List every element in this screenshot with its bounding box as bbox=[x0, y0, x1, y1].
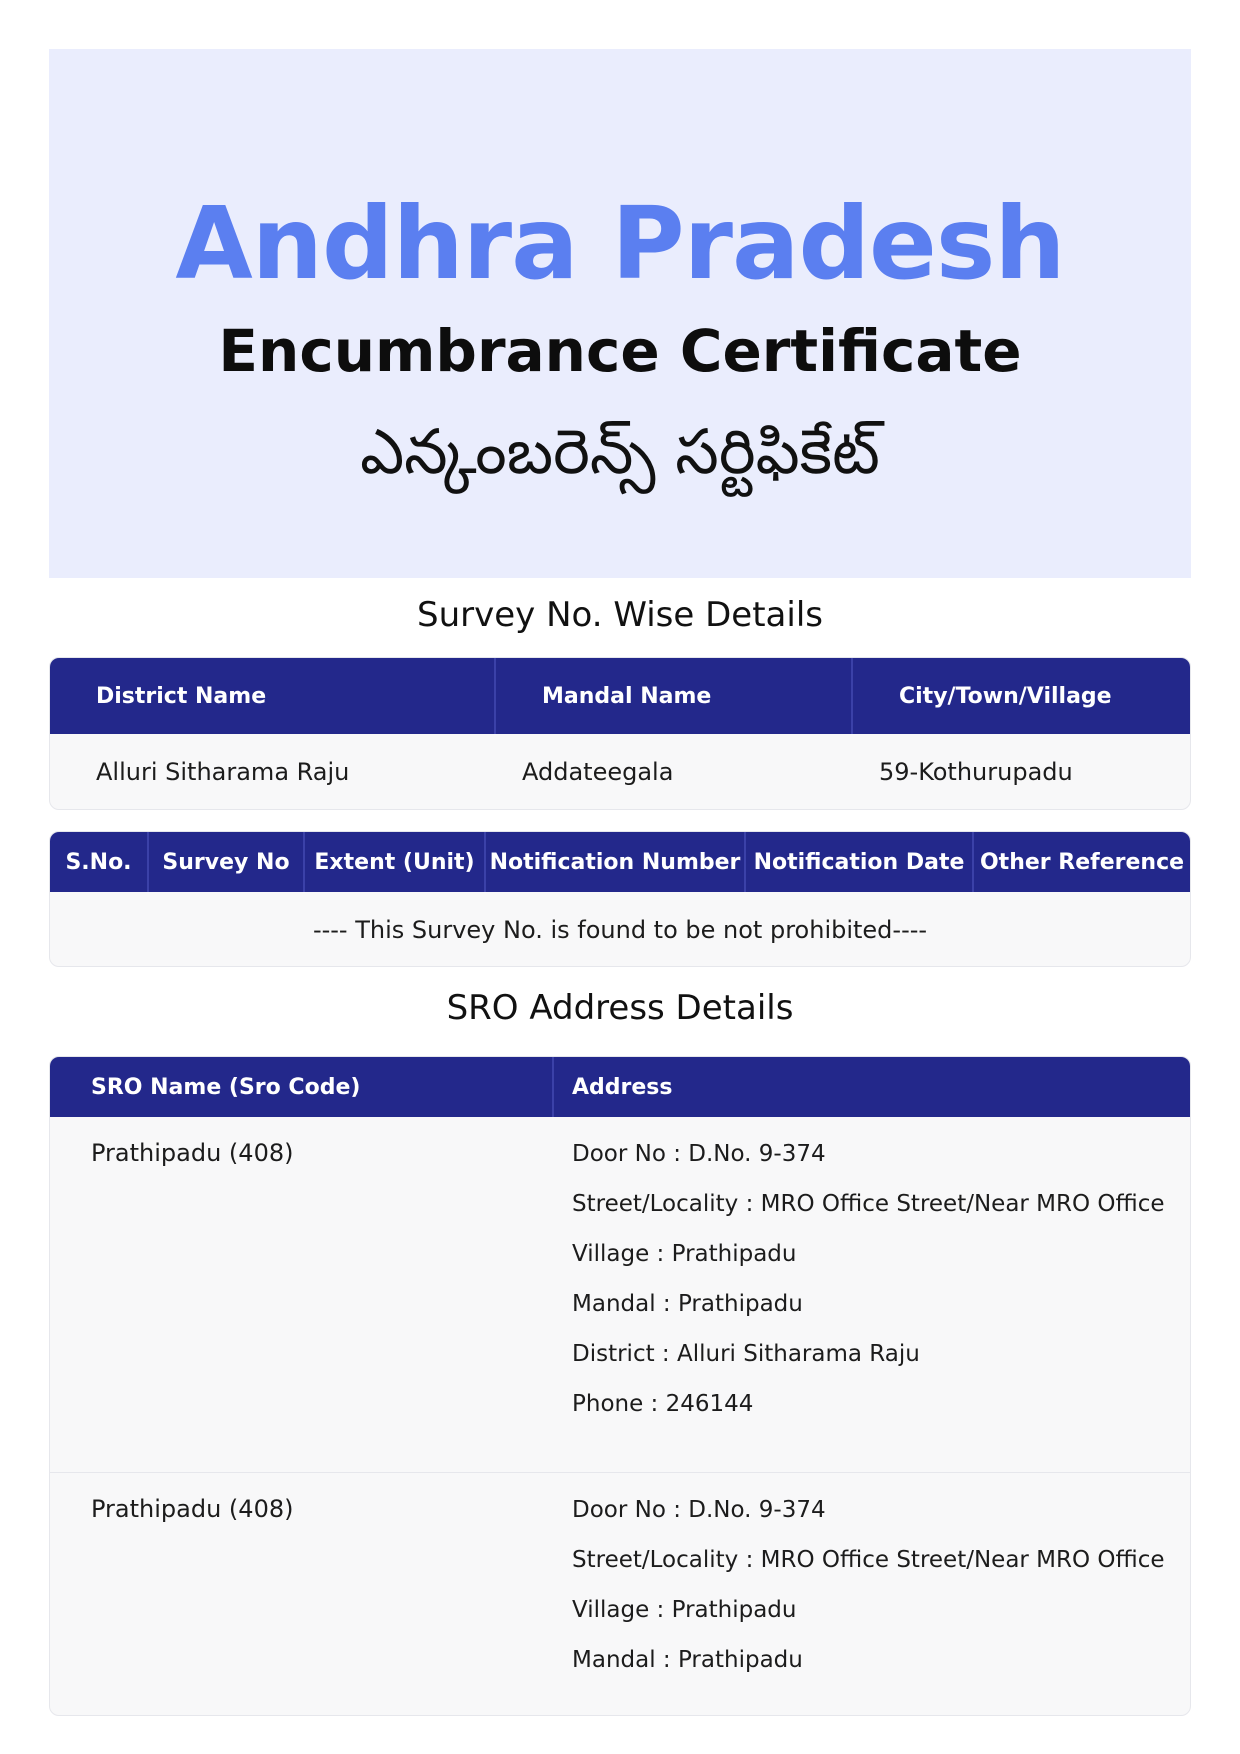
sro-address bbox=[554, 1473, 1190, 1716]
address-village: Village : Prathipadu bbox=[572, 1597, 797, 1623]
sro-name: Prathipadu (408) bbox=[91, 1495, 294, 1523]
table-row bbox=[50, 1117, 1190, 1473]
sro-address bbox=[554, 1117, 1190, 1472]
address-district: District : Alluri Sitharama Raju bbox=[572, 1341, 920, 1367]
column-header-district: District Name bbox=[50, 658, 496, 734]
sro-section-heading: SRO Address Details bbox=[446, 988, 794, 1028]
table-row bbox=[50, 734, 1190, 810]
table-header bbox=[50, 658, 1190, 734]
certificate-title-telugu: ఎన్కంబరెన్స్ సర్టిఫికేట్ bbox=[360, 415, 880, 488]
column-header-sro-name: SRO Name (Sro Code) bbox=[50, 1057, 554, 1117]
state-title: Andhra Pradesh bbox=[175, 185, 1065, 302]
address-phone: Phone : 246144 bbox=[572, 1391, 754, 1417]
column-header-village: City/Town/Village bbox=[899, 683, 1112, 709]
header-banner bbox=[49, 49, 1191, 578]
survey-details-table bbox=[49, 657, 1191, 810]
address-street: Street/Locality : MRO Office Street/Near MRO Office bbox=[572, 1547, 1165, 1573]
address-mandal: Mandal : Prathipadu bbox=[572, 1291, 803, 1317]
prohibition-table bbox=[49, 831, 1191, 967]
column-header-extent: Extent (Unit) bbox=[305, 832, 486, 892]
column-header-notification-number: Notification Number bbox=[486, 832, 746, 892]
address-village: Village : Prathipadu bbox=[572, 1241, 797, 1267]
mandal-value: Addateegala bbox=[522, 758, 674, 786]
certificate-title: Encumbrance Certificate bbox=[218, 317, 1022, 385]
village-value: 59-Kothurupadu bbox=[879, 758, 1073, 786]
district-value: Alluri Sitharama Raju bbox=[96, 758, 350, 786]
column-header-address: Address bbox=[572, 1074, 673, 1100]
address-mandal: Mandal : Prathipadu bbox=[572, 1647, 803, 1673]
column-header-survey-no: Survey No bbox=[149, 832, 305, 892]
column-header-other-reference: Other Reference bbox=[979, 849, 1185, 875]
column-header-notification-date: Notification Date bbox=[746, 832, 974, 892]
sro-name: Prathipadu (408) bbox=[91, 1139, 294, 1167]
column-header-mandal: Mandal Name bbox=[496, 658, 853, 734]
column-header-sno: S.No. bbox=[50, 832, 149, 892]
address-door-no: Door No : D.No. 9-374 bbox=[572, 1497, 826, 1523]
table-header bbox=[50, 832, 1190, 892]
table-header bbox=[50, 1057, 1190, 1117]
table-row bbox=[50, 1473, 1190, 1716]
address-street: Street/Locality : MRO Office Street/Near MRO Office bbox=[572, 1191, 1165, 1217]
address-door-no: Door No : D.No. 9-374 bbox=[572, 1141, 826, 1167]
prohibition-notice: ---- This Survey No. is found to be not prohibited---- bbox=[312, 916, 928, 944]
survey-section-heading: Survey No. Wise Details bbox=[417, 595, 823, 635]
sro-address-table bbox=[49, 1056, 1191, 1716]
